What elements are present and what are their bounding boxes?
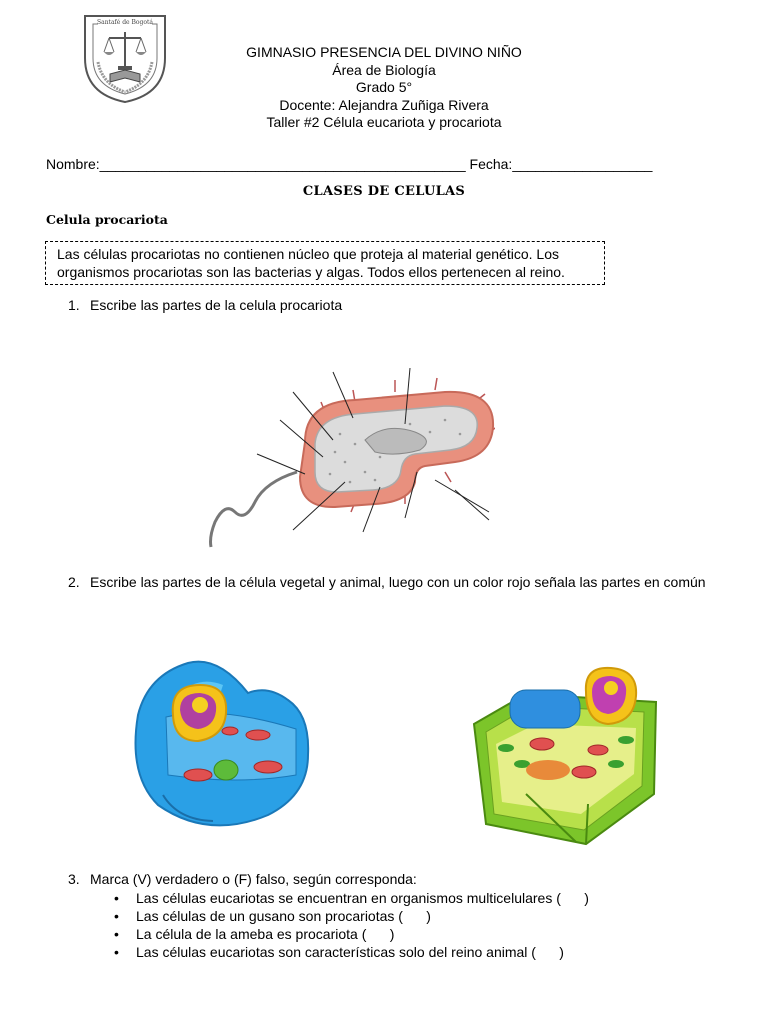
question-text: Marca (V) verdadero o (F) falso, según corresponda: [90, 871, 417, 887]
logo-top-text: Santafé de Bogotá [97, 19, 153, 26]
workshop-title: Taller #2 Célula eucariota y procariota [266, 114, 502, 130]
question-number: 3. [68, 871, 80, 887]
statement-item[interactable]: • Las células de un gusano son procariotas ( ) [114, 907, 589, 925]
question-number: 1. [68, 297, 80, 313]
question-text: Escribe las partes de la célula vegetal y animal, luego con un color rojo señala las partes en común [90, 574, 706, 590]
animal-cell-illustration [118, 655, 318, 840]
section-title: CLASES DE CELULAS [302, 184, 466, 199]
name-date-field[interactable]: Nombre:_______________________________________________ Fecha:__________________ [46, 156, 653, 172]
info-box [45, 241, 605, 285]
statement-item[interactable]: • La célula de la ameba es procariota ( ) [114, 925, 589, 943]
subsection-title: Celula procariota [46, 212, 168, 227]
grade-label: Grado 5° [355, 79, 413, 95]
info-line: Las células procariotas no contienen núcleo que proteja al material genético. Los [57, 246, 559, 262]
question-3 [68, 871, 417, 887]
prokaryotic-cell-illustration [205, 362, 495, 557]
document-header [0, 44, 768, 132]
plant-cell-illustration [466, 664, 666, 859]
teacher-label: Docente: Alejandra Zuñiga Rivera [279, 96, 489, 113]
question-text: Escribe las partes de la celula procariota [90, 297, 343, 313]
statement-item[interactable]: • Las células eucariotas son características solo del reino animal ( ) [114, 943, 589, 961]
question-1 [68, 297, 342, 313]
question-number: 2. [68, 574, 80, 590]
statement-item[interactable]: • Las células eucariotas se encuentran en organismos multicelulares ( ) [114, 889, 589, 907]
info-line: organismos procariotas son las bacterias y algas. Todos ellos pertenecen al reino. [57, 264, 565, 280]
true-false-list [114, 889, 589, 961]
question-2 [68, 574, 706, 590]
school-name: GIMNASIO PRESENCIA DEL DIVINO NIÑO [246, 44, 522, 60]
area-title: Área de Biología [332, 61, 436, 78]
